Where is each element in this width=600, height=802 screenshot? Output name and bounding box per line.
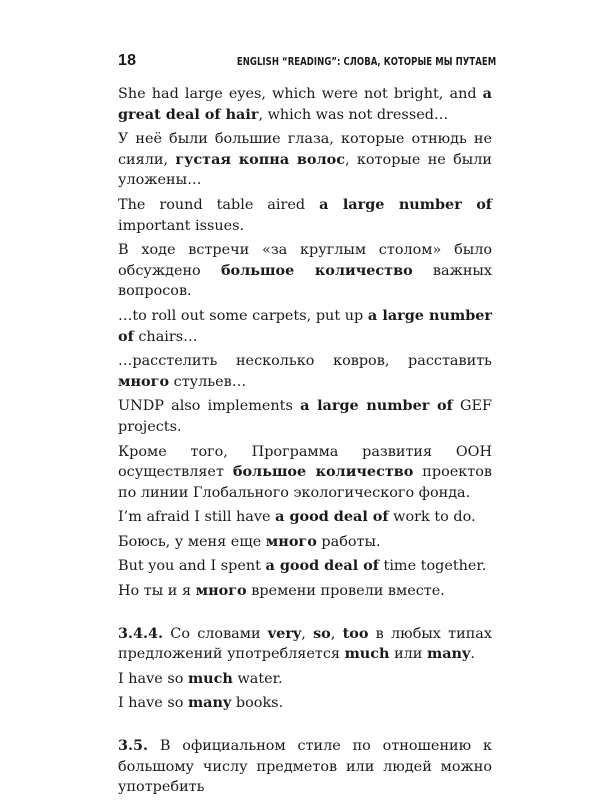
- bold-phrase: много: [195, 582, 247, 600]
- text-run: работы.: [316, 533, 381, 550]
- text-run: She had large eyes, which were not bright, and: [118, 86, 483, 102]
- text-run: в любых типах предложений употребляется: [118, 625, 492, 663]
- text-run: work to do.: [388, 509, 476, 526]
- text-run: chairs…: [133, 328, 198, 345]
- paragraph-p9: [118, 507, 492, 528]
- paragraph-p7: [118, 396, 492, 437]
- text-run: …расстелить несколько ковров, расставить: [118, 353, 492, 370]
- paragraph-p3: [118, 195, 492, 236]
- text-run: Со словами: [163, 625, 268, 642]
- bold-phrase: many: [187, 694, 232, 712]
- bold-phrase: a good deal of: [265, 557, 379, 575]
- paragraph-p16: [118, 736, 492, 798]
- text-run: В ходе встречи «за круглым столом» было обсуждено: [118, 242, 492, 279]
- bold-phrase: much: [344, 645, 390, 663]
- bold-phrase: большое количество: [232, 463, 414, 481]
- bold-phrase: a great deal of hair: [118, 85, 492, 123]
- text-run: стульев…: [169, 373, 247, 390]
- text-run: …to roll out some carpets, put up: [118, 307, 368, 324]
- text-run: проектов по линии Глобального экологического фонда.: [118, 464, 493, 501]
- bold-phrase: a good deal of: [275, 508, 389, 526]
- text-run: ,: [301, 625, 314, 642]
- bold-phrase: 3.5.: [118, 737, 149, 755]
- bold-phrase: a large number of: [118, 306, 492, 345]
- text-run: important issues.: [118, 217, 245, 234]
- text-run: времени провели вместе.: [246, 583, 445, 600]
- paragraph-p12: [118, 581, 492, 602]
- paragraph-p6: [118, 351, 492, 392]
- page-header: [118, 52, 496, 72]
- paragraph-p4: [118, 240, 492, 302]
- bold-phrase: many: [426, 645, 471, 663]
- section-gap: [118, 606, 492, 624]
- text-run: Но ты и я: [118, 583, 196, 600]
- text-run: I’m afraid I still have: [118, 509, 276, 526]
- text-run: books.: [231, 695, 284, 712]
- bold-phrase: 3.4.4.: [118, 624, 164, 642]
- bold-phrase: a large number of: [300, 397, 453, 415]
- bold-phrase: много: [118, 372, 170, 390]
- paragraph-p8: [118, 442, 492, 504]
- bold-phrase: much: [187, 669, 233, 687]
- text-run: У неё были большие глаза, которые отнюдь не сияли,: [118, 131, 492, 168]
- text-run: I have so: [118, 695, 188, 712]
- bold-phrase: too: [342, 624, 369, 642]
- paragraph-p11: [118, 556, 492, 577]
- paragraph-p2: [118, 129, 492, 191]
- text-run: UNDP also implements: [118, 398, 301, 415]
- bold-phrase: много: [265, 532, 317, 550]
- text-run: или: [389, 646, 427, 663]
- text-run: ,: [330, 625, 343, 642]
- text-run: важных вопросов.: [118, 262, 492, 300]
- bold-phrase: a large number of: [319, 195, 492, 213]
- bold-phrase: густая копна волос: [175, 150, 346, 168]
- paragraph-p10: [118, 532, 492, 553]
- page-body: [118, 84, 492, 802]
- text-run: I have so: [118, 670, 188, 687]
- text-run: Кроме того, Программа развития ООН осуществляет: [118, 443, 492, 481]
- text-run: Боюсь, у меня еще: [118, 533, 266, 550]
- text-run: water.: [232, 670, 283, 687]
- paragraph-p15: [118, 693, 492, 714]
- text-run: But you and I spent: [118, 558, 266, 575]
- paragraph-p14: [118, 669, 492, 690]
- text-run: , которые не были уложены…: [118, 151, 492, 189]
- running-title: ENGLISH “READING”: СЛОВА, КОТОРЫЕ МЫ ПУТАЕМ: [236, 56, 496, 68]
- paragraph-p13: [118, 624, 492, 665]
- bold-phrase: very: [267, 624, 302, 642]
- text-run: GEF projects.: [118, 398, 493, 435]
- paragraph-p5: [118, 306, 492, 347]
- bold-phrase: большое количество: [220, 261, 413, 279]
- text-run: time together.: [378, 558, 487, 575]
- paragraph-p1: [118, 84, 492, 125]
- section-gap: [118, 718, 492, 736]
- text-run: .: [470, 646, 475, 663]
- page-number: 18: [118, 52, 137, 69]
- text-run: The round table aired: [118, 196, 320, 213]
- text-run: В официальном стиле по отношению к большому числу предметов или людей можно употребить: [118, 738, 492, 796]
- bold-phrase: so: [313, 624, 331, 642]
- text-run: , which was not dressed…: [258, 106, 449, 123]
